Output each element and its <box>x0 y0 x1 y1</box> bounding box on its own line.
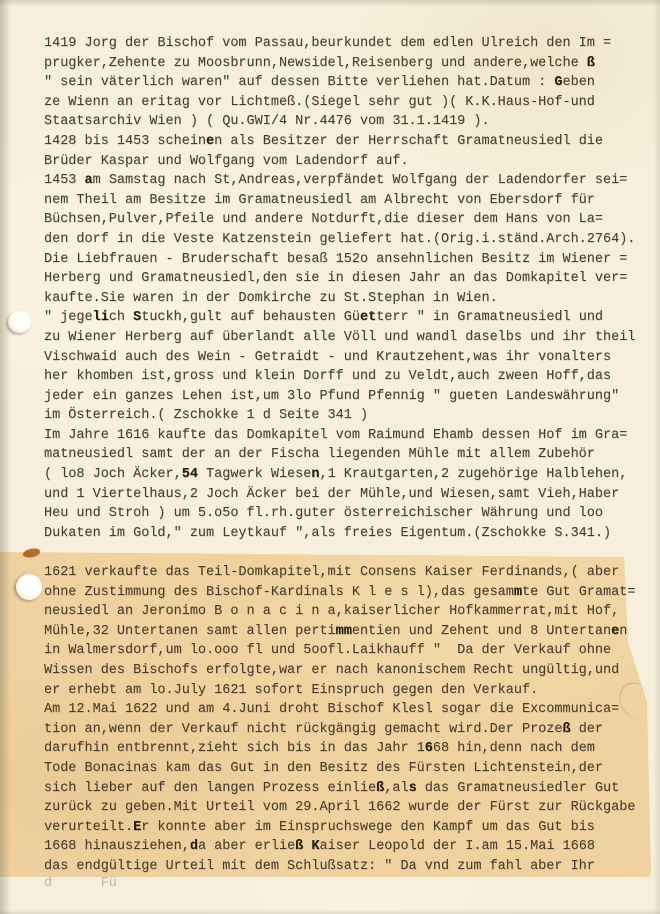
text-line: verurteilt.Er konnte aber im Einspruchswege den Kampf um das Gut bis <box>44 819 595 835</box>
punch-hole-lower <box>16 574 42 600</box>
text-line: und 1 Viertelhaus,2 Joch Äcker bei der Mühle,und Wiesen,samt Vieh,Haber <box>44 486 620 502</box>
overstrike-char: a <box>84 173 93 189</box>
text-line: tion an,wenn der Verkauf nicht rückgängig gemacht wird.Der Prozeß der <box>44 721 603 737</box>
overstrike-char: n <box>311 467 320 483</box>
text-line: er erhebt am lo.July 1621 sofort Einspruch gegen den Verkauf. <box>44 682 539 698</box>
page-edge-shadow-bottom <box>0 909 660 914</box>
text-line: Büchsen,Pulver,Pfeile und andere Notdurft,die dieser dem Hans von La= <box>44 212 603 228</box>
page-edge-shadow-top <box>0 0 660 7</box>
overstrike-char: li <box>92 310 109 326</box>
page-edge-shadow-right <box>653 0 660 914</box>
overstrike-char: ß <box>586 55 595 71</box>
text-line: Mühle,32 Untertanen samt allen pertimmentien und Zehent und 8 Untertanen <box>44 623 628 639</box>
text-line: Die Liebfrauen - Bruderschaft besaß 152o ansehnlichen Besitz im Wiener = <box>44 251 628 267</box>
overstrike-char: ß <box>295 839 304 855</box>
overstrike-char: e <box>206 133 215 149</box>
text-line: Dukaten im Gold," zum Leytkauf ",als freies Eigentum.(Zschokke S.341.) <box>44 525 612 541</box>
text-line: ze Wienn an eritag vor Lichtmeß.(Siegel sehr gut )( K.K.Haus-Hof-und <box>44 94 595 110</box>
text-line: her khomben ist,gross und klein Dorff und zu Veldt,auch zween Hoff,das <box>44 369 612 385</box>
text-line: 1668 hinausziehen,da aber erließ Kaiser Leopold der I.am 15.Mai 1668 <box>44 839 595 855</box>
overstrike-char: m <box>513 584 522 600</box>
overstrike-char: K <box>311 839 320 855</box>
document-text <box>44 34 644 877</box>
text-line: Tode Bonacinas kam das Gut in den Besitz des Fürsten Lichtenstein,der <box>44 760 603 776</box>
text-line: 1419 Jorg der Bischof vom Passau,beurkundet dem edlen Ulreich den Im = <box>44 36 612 51</box>
text-line: Heu und Stroh ) um 5.o5o fl.rh.guter österreichischer Währung und loo <box>44 506 603 522</box>
text-line: nem Theil am Besitze im Gramatneusiedl am Albrecht von Ebersdorf für <box>44 192 595 208</box>
text-line: in Walmersdorf,um lo.ooo fl und 5oofl.Laikhauff " Da der Verkauf ohne <box>44 643 612 659</box>
overstrike-char: mm <box>335 623 352 639</box>
overstrike-char: s <box>408 780 417 796</box>
overstrike-char: G <box>554 75 563 91</box>
text-line: neusiedl an Jeronimo B o n a c i n a,kaiserlicher Hofkammerrat,mit Hof, <box>44 604 620 620</box>
text-line: Wissen des Bischofs erfolgte,war er nach kanonischem Recht ungültig,und <box>44 663 620 678</box>
text-line: ( lo8 Joch Äcker,54 Tagwerk Wiesen,1 Krautgarten,2 zugehörige Halblehen, <box>44 467 628 483</box>
text-line: " sein väterlich waren" auf dessen Bitte verliehen hat.Datum : Geben <box>44 75 595 91</box>
overstrike-char: E <box>133 819 142 835</box>
text-line: Brüder Kaspar und Wolfgang vom Ladendorf auf. <box>44 153 409 169</box>
blank-line <box>44 543 644 563</box>
cut-off-line: d Fü <box>44 876 117 891</box>
text-line: zurück zu geben.Mit Urteil vom 29.April 1662 wurde der Fürst zur Rückgabe <box>44 800 636 816</box>
overstrike-char: 54 <box>181 467 198 483</box>
text-line: " jegelich Stuckh,gult auf behausten Güetterr " in Gramatneusiedl und <box>44 310 604 326</box>
text-line: sich lieber auf den langen Prozess einließ,als das Gramatneusiedler Gut <box>44 780 620 796</box>
text-line: prugker,Zehente zu Moosbrunn,Newsidel,Reisenberg und andere,welche ß <box>44 55 595 71</box>
text-line: 1453 am Samstag nach St,Andreas,verpfändet Wolfgang der Ladendorfer sei= <box>44 173 628 189</box>
text-line: im Österreich.( Zschokke 1 d Seite 341 ) <box>44 408 369 424</box>
text-line: Im Jahre 1616 kaufte das Domkapitel vom Raimund Ehamb dessen Hof im Gra= <box>44 427 628 443</box>
text-line: Am 12.Mai 1622 und am 4.Juni droht Bischof Klesl sogar die Excommunica= <box>44 702 620 718</box>
text-line: zu Wiener Herberg auf überlandt alle Völl und wandl daselbs und ihr theil <box>44 329 636 345</box>
text-line: Herberg und Gramatneusiedl,den sie in diesen Jahr an das Domkapitel ver= <box>44 271 628 287</box>
text-line: jeder ein ganzes Lehen ist,um 3lo Pfund Pfennig " gueten Landeswährung" <box>44 388 620 404</box>
text-line: ohne Zustimmung des Bischof-Kardinals K l e s l),das gesammte Gut Gramat= <box>44 584 636 600</box>
text-line: 1428 bis 1453 scheinen als Besitzer der Herrschaft Gramatneusiedl die <box>44 133 604 149</box>
text-line: Staatsarchiv Wien ) ( Qu.GWI/4 Nr.4476 vom 31.1.1419 ). <box>44 114 490 130</box>
text-line: darufhin entbrennt,zieht sich bis in das Jahr 1668 hin,denn nach dem <box>44 741 595 757</box>
text-line: 1621 verkaufte das Teil-Domkapitel,mit Consens Kaiser Ferdinands,( aber <box>44 565 620 581</box>
overstrike-char: ß <box>562 721 571 737</box>
overstrike-char: 6 <box>424 741 433 757</box>
overstrike-char: e <box>611 623 620 639</box>
text-line: den dorf in die Veste Katzenstein geliefert hat.(Orig.i.ständ.Arch.2764). <box>44 231 636 247</box>
overstrike-char: S <box>133 310 142 326</box>
punch-hole-upper <box>8 311 31 333</box>
text-line: kaufte.Sie waren in der Domkirche zu St.Stephan in Wien. <box>44 290 498 306</box>
overstrike-char: ß <box>376 780 385 796</box>
text-line: das endgültige Urteil mit dem Schlußsatz: " Da vnd zum fahl aber Ihr <box>44 858 595 874</box>
text-line: Vischwaid auch des Wein - Getraidt - und Krautzehent,was ihr vonalters <box>44 349 612 365</box>
text-line: matneusiedl samt der an der Fischa liegenden Mühle mit allem Zubehör <box>44 447 595 463</box>
overstrike-char: et <box>359 310 377 326</box>
overstrike-char: d <box>189 839 198 855</box>
